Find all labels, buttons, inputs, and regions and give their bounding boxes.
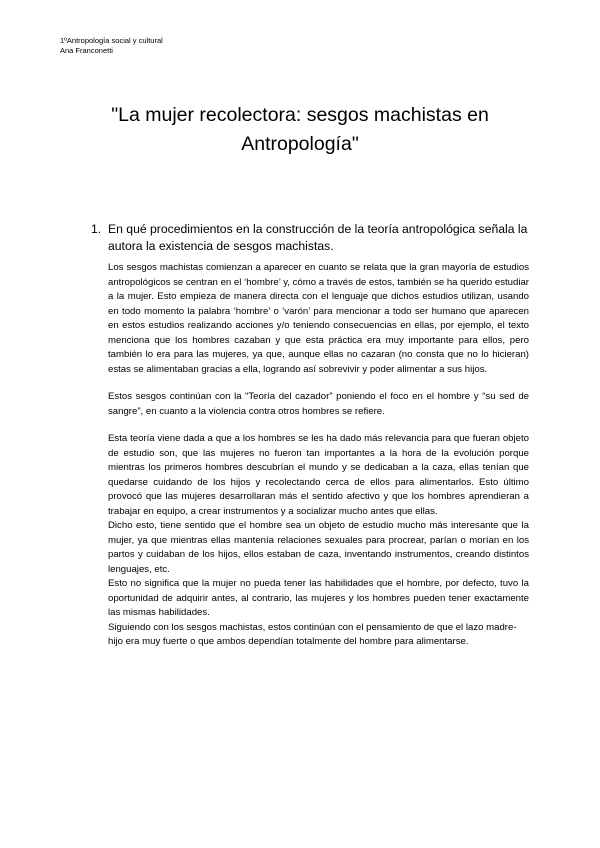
document-title: "La mujer recolectora: sesgos machistas en Antropología" xyxy=(111,104,489,155)
answer-paragraph: Estos sesgos continúan con la “Teoría del cazador” poniendo el foco en el hombre y “su sed de sangre”, en cuanto a la violencia contra otros hombres se refiere. xyxy=(108,391,529,417)
answer-paragraph: Esto no significa que la mujer no pueda tener las habilidades que el hombre, por defecto, tuvo la oportunidad de adquirir antes, al contrario, las mujeres y los hombres pueden tener exactamente las mismas habilidades. xyxy=(108,578,529,618)
course-name: 1ºAntropología social y cultural xyxy=(60,36,163,45)
answer-paragraph: Los sesgos machistas comienzan a aparecer en cuanto se relata que la gran mayoría de estudios antropológicos se centran en el ‘hombre’ y, cómo a través de estos, también se ha querido estudiar a la mujer. Esto empieza de manera directa con el lenguaje que dichos estudios utilizan, usando en todo momento la palabra ‘hombre’ o ‘varón’ para mencionar a todo ser humano que aparecen en estos estudios realizando acciones y/o teniendo consecuencias en ellas, por ejemplo, el texto menciona que los hombres cazaban y que esta práctica era muy importante para ellos, pero también lo era para las mujeres, ya que, aunque ellas no cazaran (no consta que no lo hicieran) estas se alimentaban gracias a ella, logrando así sobrevivir y poder alimentar a sus hijos. xyxy=(108,262,529,375)
answer-paragraph: Siguiendo con los sesgos machistas, estos continúan con el pensamiento de que el lazo madre-hijo era muy fuerte o que ambos dependían totalmente del hombre para alimentarse. xyxy=(108,621,517,647)
answer-body xyxy=(108,261,529,650)
answer-paragraph: Esta teoría viene dada a que a los hombres se les ha dado más relevancia para que fueran objeto de estudio son, que las mujeres no fueron tan importantes a la hora de la evolución porque mientras los primeros hombres descubrían el mundo y se dedicaban a la caza, ellas tenían que quedarse cuidando de los hijos y recolectando cerca de ellos para alimentarlos. Esto último provocó que las mujeres desarrollaran más el sentido afectivo y que los hombres aprendieran a trabajar en equipo, a crear instrumentos y a socializar mucho antes que ellas. xyxy=(108,433,529,517)
question-text: En qué procedimientos en la construcción de la teoría antropológica señala la autora la existencia de sesgos machistas. xyxy=(108,222,528,253)
document-header xyxy=(60,36,163,56)
author-name: Ana Franconetti xyxy=(60,46,113,55)
question-item xyxy=(91,221,531,255)
answer-paragraph: Dicho esto, tiene sentido que el hombre sea un objeto de estudio mucho más interesante que la mujer, ya que mientras ellas mantenía relaciones sexuales para procrear, parían o morían en los partos y cuidaban de los hijos, ellos estaban de caza, inventando instrumentos, creando distintos lenguajes, etc. xyxy=(108,520,529,575)
question-number: 1. xyxy=(91,222,102,236)
